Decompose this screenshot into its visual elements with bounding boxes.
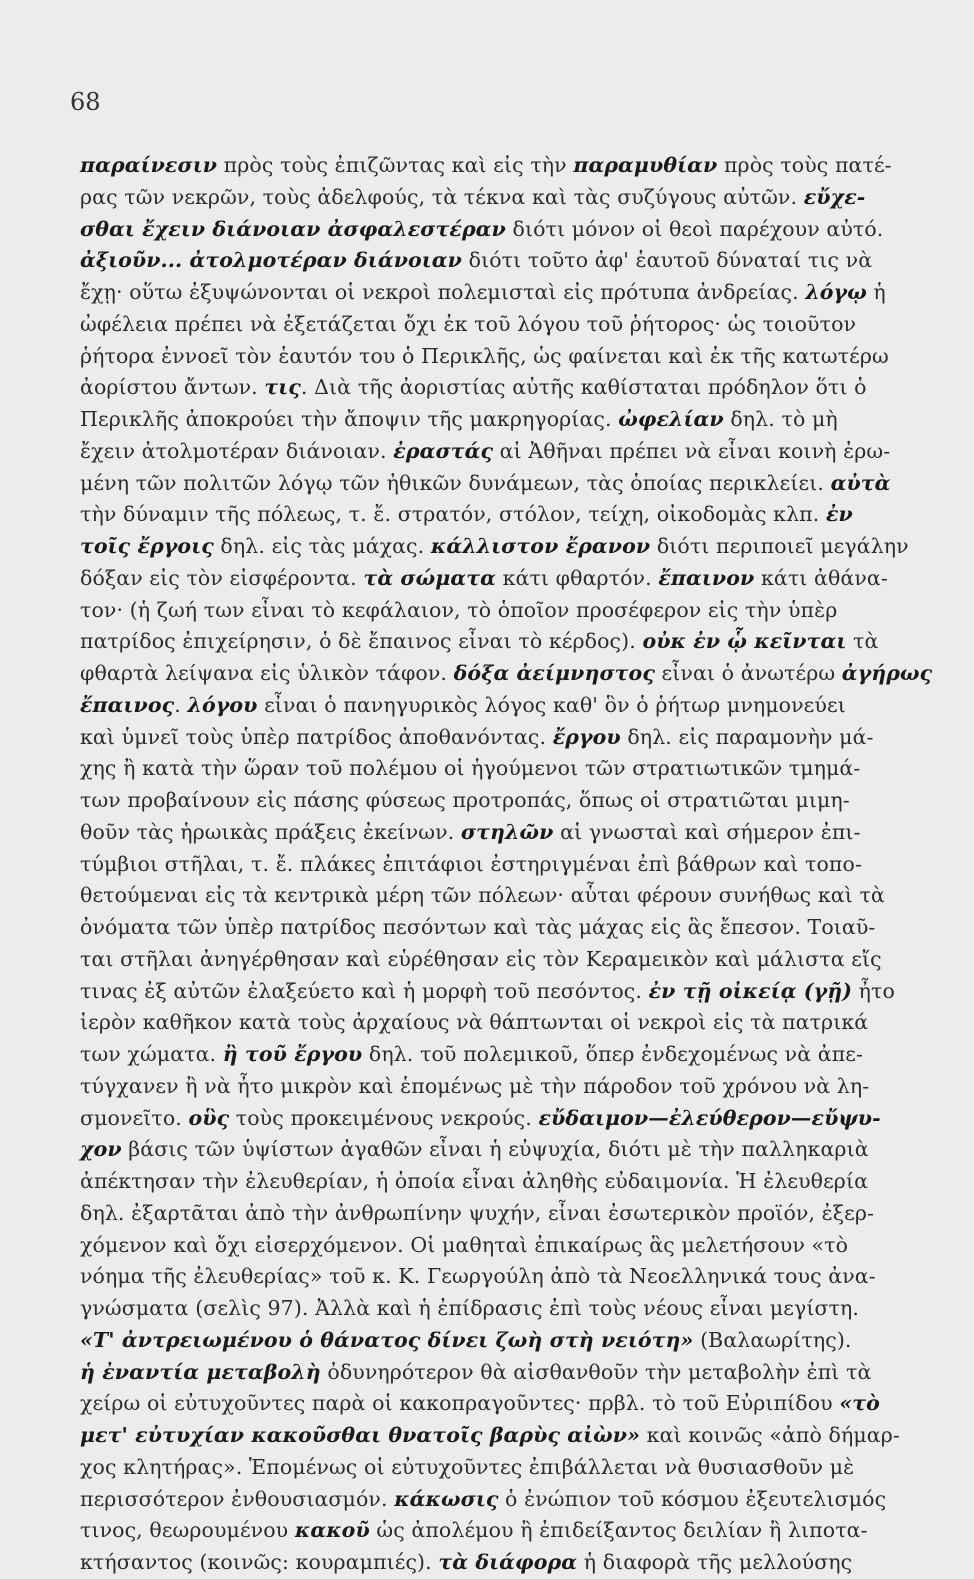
lemma: οὐκ ἐν ᾧ κεῖνται — [642, 629, 847, 654]
lemma: μετ' εὐτυχίαν κακοῦσθαι θνατοῖς βαρὺς αἰὼν» — [80, 1423, 641, 1447]
text-line: χης ἢ κατὰ τὴν ὥραν τοῦ πολέμου οἱ ἡγούμενοι τῶν στρατιωτικῶν τμημά- — [80, 756, 861, 781]
lemma: κάλλιστον ἔρανον — [430, 534, 651, 558]
text-line: τύμβιοι στῆλαι, τ. ἔ. πλάκες ἐπιτάφιοι ἐστηριγμέναι ἐπὶ βάθρων καὶ τοπο- — [80, 851, 862, 876]
text-line: τον· (ἡ ζωή των εἶναι τὸ κεφάλαιον, τὸ ὁποῖον προσέφερον εἰς τὴν ὑπὲρ — [80, 597, 838, 622]
text-line: των χώματα. ἢ τοῦ ἔργου δηλ. τοῦ πολεμικοῦ, ὅπερ ἐνδεχομένως νὰ ἀπε- — [80, 1042, 864, 1066]
text-line: φθαρτὰ λείψανα εἰς ὑλικὸν τάφον. δόξα ἀείμνηστος εἶναι ὁ ἀνωτέρω ἀγήρως — [80, 661, 933, 685]
lemma: παραμυθίαν — [573, 153, 718, 177]
lemma: οὓς — [188, 1105, 230, 1130]
text-line: θετούμεναι εἰς τὰ κεντρικὰ μέρη τῶν πόλεων· αὗται φέρουν συνήθως καὶ τὰ — [80, 883, 885, 908]
text-line: τύγχανεν ἢ νὰ ἦτο μικρὸν καὶ ἑπομένως μὲ τὴν πάροδον τοῦ χρόνου νὰ λη- — [80, 1073, 870, 1098]
lemma: ὠφελίαν — [618, 407, 724, 431]
lemma: «Τ' ἀντρειωμένου ὁ θάνατος δίνει ζωὴ στὴ νειότη» — [80, 1327, 694, 1352]
lemma: τις — [264, 375, 301, 400]
text-line: ἔχῃ· οὕτω ἐξυψώνονται οἱ νεκροὶ πολεμισταὶ εἰς πρότυπα ἀνδρείας. λόγῳ ἡ — [80, 280, 886, 304]
lemma: στηλῶν — [460, 819, 554, 844]
lemma: τοῖς ἔργοις — [80, 534, 214, 558]
text-line: κτήσαντος (κοινῶς: κουραμπιές). τὰ διάφορα ἡ διαφορὰ τῆς μελλούσης — [80, 1550, 853, 1574]
text-line: καὶ ὑμνεῖ τοὺς ὑπὲρ πατρίδος ἀποθανόντας. ἔργου δηλ. εἰς παραμονὴν μά- — [80, 724, 874, 749]
text-line: σμονεῖτο. οὓς τοὺς προκειμένους νεκρούς. εὔδαιμον—ἐλεύθερον—εὔψυ- — [80, 1105, 881, 1130]
text-line: πατρίδος ἐπιχείρησιν, ὁ δὲ ἔπαινος εἶναι τὸ κέρδος). οὐκ ἐν ᾧ κεῖνται τὰ — [80, 629, 879, 654]
text-line: ἀπέκτησαν τὴν ἐλευθερίαν, ἡ ὁποία εἶναι ἀληθὴς εὐδαιμονία. Ἡ ἐλευθερία — [80, 1169, 869, 1193]
lemma: δόξα ἀείμνηστος — [453, 661, 655, 685]
text-line: γνώσματα (σελὶς 97). Ἀλλὰ καὶ ἡ ἐπίδρασις ἐπὶ τοὺς νέους εἶναι μεγίστη. — [80, 1296, 860, 1320]
commentary-text — [80, 150, 960, 1579]
text-line: νόημα τῆς ἐλευθερίας» τοῦ κ. Κ. Γεωργούλη ἀπὸ τὰ Νεοελληνικά τους ἀνα- — [80, 1264, 876, 1289]
text-line: δηλ. ἐξαρτᾶται ἀπὸ τὴν ἀνθρωπίνην ψυχήν, εἶναι ἐσωτερικὸν προϊόν, ἐξερ- — [80, 1200, 875, 1225]
text-line: ῥήτορα ἐννοεῖ τὸν ἑαυτόν του ὁ Περικλῆς, ὡς φαίνεται καὶ ἐκ τῆς κατωτέρω — [80, 343, 889, 368]
text-line: των προβαίνουν εἰς πάσης φύσεως προτροπάς, ὅπως οἱ στρατιῶται μιμη- — [80, 788, 850, 812]
text-line: θοῦν τὰς ἡρωικὰς πράξεις ἐκείνων. στηλῶν αἱ γνωσταὶ καὶ σήμερον ἐπι- — [80, 819, 861, 844]
lemma: ἐν τῇ οἰκείᾳ (γῇ) — [648, 978, 853, 1003]
lemma: τὰ διάφορα — [438, 1550, 578, 1574]
page-number: 68 — [70, 88, 101, 116]
text-line: ὀνόματα τῶν ὑπὲρ πατρίδος πεσόντων καὶ τὰς μάχας εἰς ἃς ἔπεσον. Τοιαῦ- — [80, 915, 876, 939]
lemma: τὰ σώματα — [363, 565, 497, 590]
text-line: ἀξιοῦν... ἀτολμοτέραν διάνοιαν διότι τοῦτο ἀφ' ἑαυτοῦ δύναταί τις νὰ — [80, 248, 873, 273]
lemma: λόγου — [187, 692, 258, 717]
lemma: ἡ ἐναντία μεταβολὴ — [80, 1359, 321, 1384]
text-line: χείρω οἱ εὐτυχοῦντες παρὰ οἱ κακοπραγοῦντες· πρβλ. τὸ τοῦ Εὐριπίδου «τὸ — [80, 1391, 880, 1416]
text-line: περισσότερον ἐνθουσιασμόν. κάκωσις ὁ ἐνώπιον τοῦ κόσμου ἐξευτελισμός — [80, 1486, 887, 1511]
text-line: χόμενον καὶ ὄχι εἰσερχόμενον. Οἱ μαθηταὶ ἐπικαίρως ἃς μελετήσουν «τὸ — [80, 1232, 849, 1257]
lemma: ἔπαινον — [658, 565, 755, 590]
lemma: σθαι ἔχειν διάνοιαν ἀσφαλεστέραν — [80, 216, 506, 241]
text-line: τινας ἐξ αὐτῶν ἐλαξεύετο καὶ ἡ μορφὴ τοῦ πεσόντος. ἐν τῇ οἰκείᾳ (γῇ) ἦτο — [80, 978, 895, 1003]
text-line: ἀορίστου ἄντων. τις. Διὰ τῆς ἀοριστίας αὐτῆς καθίσταται πρόδηλον ὅτι ὁ — [80, 375, 867, 400]
text-line: ἱερὸν καθῆκον κατὰ τοὺς ἀρχαίους νὰ θάπτωνται οἱ νεκροὶ εἰς τὰ πατρικά — [80, 1010, 869, 1035]
lemma: αὐτὰ — [830, 470, 891, 495]
text-line: τοῖς ἔργοις δηλ. εἰς τὰς μάχας. κάλλιστον ἔρανον διότι περιποιεῖ μεγάλην — [80, 534, 909, 558]
lemma: ἐν — [825, 502, 853, 527]
text-line: μένη τῶν πολιτῶν λόγῳ τῶν ἠθικῶν δυνάμεων, τὰς ὁποίας περικλείει. αὐτὰ — [80, 470, 891, 495]
lemma: ἢ τοῦ ἔργου — [222, 1042, 363, 1066]
lemma: λόγῳ — [805, 280, 867, 304]
text-line: τὴν δύναμιν τῆς πόλεως, τ. ἔ. στρατόν, στόλον, τείχη, οἰκοδομὰς κλπ. ἐν — [80, 502, 853, 527]
lemma: εὔδαιμον—ἐλεύθερον—εὔψυ- — [538, 1105, 881, 1130]
text-line: παραίνεσιν πρὸς τοὺς ἐπιζῶντας καὶ εἰς τὴν παραμυθίαν πρὸς τοὺς πατέ- — [80, 153, 892, 177]
text-line: δόξαν εἰς τὸν εἰσφέροντα. τὰ σώματα κάτι φθαρτόν. ἔπαινον κάτι ἀθάνα- — [80, 565, 888, 590]
text-line: ἡ ἐναντία μεταβολὴ ὀδυνηρότερον θὰ αἰσθανθοῦν τὴν μεταβολὴν ἐπὶ τὰ — [80, 1359, 872, 1384]
lemma: ἔργου — [552, 724, 621, 749]
text-line: μετ' εὐτυχίαν κακοῦσθαι θνατοῖς βαρὺς αἰὼν» καὶ κοινῶς «ἀπὸ δήμαρ- — [80, 1423, 900, 1447]
lemma: «τὸ — [839, 1391, 880, 1416]
lemma: εὔχε- — [803, 184, 866, 209]
lemma: κακοῦ — [294, 1518, 370, 1543]
text-line: χος κλητήρας». Ἑπομένως οἱ εὐτυχοῦντες ἐπιβάλλεται νὰ θυσιασθοῦν μὲ — [80, 1454, 855, 1479]
lemma: κάκωσις — [394, 1486, 499, 1511]
text-line: ἔπαινος. λόγου εἶναι ὁ πανηγυρικὸς λόγος καθ' ὃν ὁ ῥήτωρ μνημονεύει — [80, 692, 846, 717]
lemma: χον — [80, 1137, 122, 1162]
lemma: ἀγήρως — [841, 661, 933, 685]
lemma: ἀξιοῦν... ἀτολμοτέραν διάνοιαν — [80, 248, 463, 273]
text-line: χον βάσις τῶν ὑψίστων ἀγαθῶν εἶναι ἡ εὐψυχία, διότι μὲ τὴν παλληκαριὰ — [80, 1137, 869, 1162]
text-line: Περικλῆς ἀποκρούει τὴν ἄποψιν τῆς μακρηγορίας. ὠφελίαν δηλ. τὸ μὴ — [80, 407, 838, 431]
lemma: ἐραστάς — [393, 438, 494, 463]
text-line: «Τ' ἀντρειωμένου ὁ θάνατος δίνει ζωὴ στὴ νειότη» (Βαλαωρίτης). — [80, 1327, 852, 1352]
lemma: ἔπαινος — [80, 692, 175, 717]
text-line: ὠφέλεια πρέπει νὰ ἐξετάζεται ὄχι ἐκ τοῦ λόγου τοῦ ῥήτορος· ὡς τοιοῦτον — [80, 311, 857, 336]
lemma: παραίνεσιν — [80, 153, 218, 177]
text-line: ται στῆλαι ἀνηγέρθησαν καὶ εὑρέθησαν εἰς τὸν Κεραμεικὸν καὶ μάλιστα εἴς — [80, 946, 882, 971]
text-line: τινος, θεωρουμένου κακοῦ ὡς ἀπολέμου ἢ ἐπιδείξαντος δειλίαν ἢ λιποτα- — [80, 1518, 868, 1543]
text-line: σθαι ἔχειν διάνοιαν ἀσφαλεστέραν διότι μόνον οἱ θεοὶ παρέχουν αὐτό. — [80, 216, 884, 241]
text-line: ρας τῶν νεκρῶν, τοὺς ἀδελφούς, τὰ τέκνα καὶ τὰς συζύγους αὐτῶν. εὔχε- — [80, 184, 866, 209]
text-line: ἔχειν ἀτολμοτέραν διάνοιαν. ἐραστάς αἱ Ἀθῆναι πρέπει νὰ εἶναι κοινὴ ἐρω- — [80, 438, 891, 463]
